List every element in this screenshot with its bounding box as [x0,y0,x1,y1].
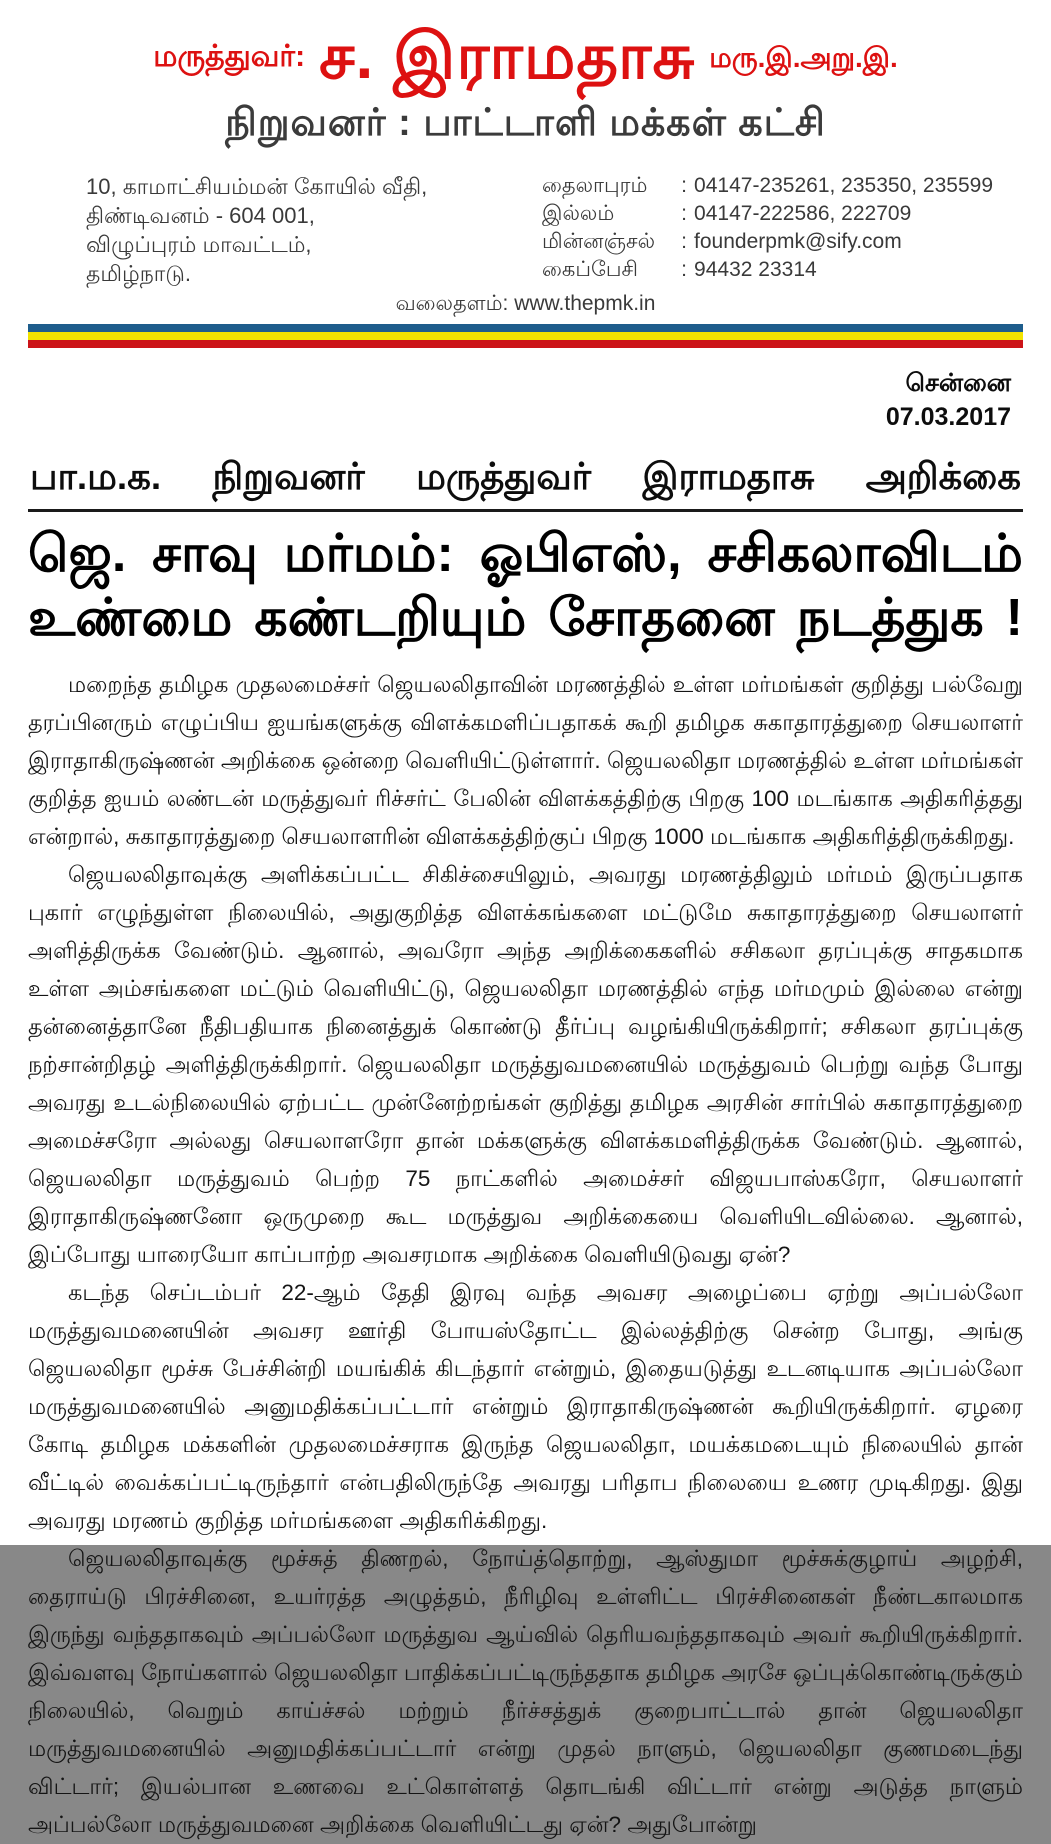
body-paragraph: கடந்த செப்டம்பர் 22-ஆம் தேதி இரவு வந்த அவசர அழைப்பை ஏற்று அப்பல்லோ மருத்துவமனையின் அவசர ஊர்தி போயஸ்தோட்ட இல்லத்திற்கு சென்ற போது, அங்கு ஜெயலலிதா மூச்சு பேச்சின்றி மயங்கிக் கிடந்தார் என்றும், இதையடுத்து உடனடியாக அப்பல்லோ மருத்துவமனையில் அனுமதிக்கப்பட்டார் என்றும் இராதாகிருஷ்ணன் கூறியிருக்கிறார். ஏழரை கோடி தமிழக மக்களின் முதலமைச்சராக இருந்த ஜெயலலிதா, மயக்கமடையும் நிலையில் தான் வீட்டில் வைக்கப்பட்டிருந்தார் என்பதிலிருந்தே அவரது பரிதாப நிலையை உணர முடிகிறது. இது அவரது மரணம் குறித்த மர்மங்களை அதிகரிக்கிறது. [28,1280,1023,1533]
info-row [28,172,1023,288]
party-tricolor-bar [28,324,1023,348]
contact-label: மின்னஞ்சல் [542,230,656,253]
contact-colon: : [681,174,687,197]
contact-colon: : [681,258,687,281]
contact-row [542,200,993,228]
contact-value: 94432 23314 [694,258,817,281]
contact-colon: : [681,230,687,253]
headline-line-2: உண்மை கண்டறியும் சோதனை நடத்துக ! [28,589,1023,647]
dateline [28,366,1011,434]
address-line: தமிழ்நாடு. [86,261,192,286]
contact-block [542,172,993,288]
contact-row [542,228,993,256]
doctor-title-prefix: மருத்துவர்: [153,40,306,73]
contact-value: 04147-222586, 222709 [694,202,912,225]
contact-row [542,172,993,200]
body-paragraph: ஜெயலலிதாவுக்கு அளிக்கப்பட்ட சிகிச்சையிலும், அவரது மரணத்திலும் மர்மம் இருப்பதாக புகார் எழுந்துள்ள நிலையில், அதுகுறித்த விளக்கங்களை மட்டுமே சுகாதாரத்துறை செயலாளர் அளித்திருக்க வேண்டும். ஆனால், அவரோ அந்த அறிக்கைகளில் சசிகலா தரப்புக்கு சாதகமாக உள்ள அம்சங்களை மட்டும் வெளியிட்டு, ஜெயலலிதா மரணத்தில் எந்த மர்மமும் இல்லை என்று தன்னைத்தானே நீதிபதியாக நினைத்துக் கொண்டு தீர்ப்பு வழங்கியிருக்கிறார்; சசிகலா தரப்புக்கு நற்சான்றிதழ் அளித்திருக்கிறார். ஜெயலலிதா மருத்துவமனையில் மருத்துவம் பெற்று வந்த போது அவரது உடல்நிலையில் ஏற்பட்ட முன்னேற்றங்கள் குறித்து தமிழக அரசின் சார்பில் சுகாதாரத்துறை அமைச்சரோ அல்லது செயலாளரோ தான் மக்களுக்கு விளக்கமளித்திருக்க வேண்டும். ஆனால், ஜெயலலிதா மருத்துவம் பெற்ற 75 நாட்களில் அமைச்சர் விஜயபாஸ்கரோ, செயலாளர் இராதாகிருஷ்ணனோ ஒருமுறை கூட மருத்துவ அறிக்கையை வெளியிடவில்லை. ஆனால், இப்போது யாரையோ காப்பாற்ற அவசரமாக அறிக்கை வெளியிடுவது ஏன்? [28,862,1023,1267]
dateline-place: சென்னை [905,369,1011,397]
contact-label: இல்லம் [542,202,615,225]
stripe-yellow [28,332,1023,340]
contact-value: founderpmk@sify.com [694,230,902,253]
founder-name: ச. இராமதாசு [319,20,696,92]
letterhead [28,20,1023,92]
kicker-heading: பா.ம.க. நிறுவனர் மருத்துவர் இராமதாசு அறிக்கை [28,456,1023,512]
address-block [86,172,427,288]
website-url: www.thepmk.in [514,292,656,315]
stripe-blue [28,324,1023,332]
party-founder-line: நிறுவனர் : பாட்டாளி மக்கள் கட்சி [225,102,826,144]
address-line: விழுப்புரம் மாவட்டம், [86,232,312,257]
contact-row [542,256,993,284]
contact-value: 04147-235261, 235350, 235599 [694,174,993,197]
body-paragraph: ஜெயலலிதாவுக்கு மூச்சுத் திணறல், நோய்த்தொற்று, ஆஸ்துமா மூச்சுக்குழாய் அழற்சி, தைராய்டு பிரச்சினை, உயர்ரத்த அழுத்தம், நீரிழிவு உள்ளிட்ட பிரச்சினைகள் நீண்டகாலமாக இருந்து வந்ததாகவும் அப்பல்லோ மருத்துவ ஆய்வில் தெரியவந்ததாகவும் அவர் கூறியிருக்கிறார். இவ்வளவு நோய்களால் ஜெயலலிதா பாதிக்கப்பட்டிருந்ததாக தமிழக அரசே ஒப்புக்கொண்டிருக்கும் நிலையில், வெறும் காய்ச்சல் மற்றும் நீர்ச்சத்துக் குறைபாட்டால் தான் ஜெயலலிதா மருத்துவமனையில் அனுமதிக்கப்பட்டார் என்று முதல் நாளும், ஜெயலலிதா குணமடைந்து விட்டார்; இயல்பான உணவை உட்கொள்ளத் தொடங்கி விட்டார் என்று அடுத்த நாளும் அப்பல்லோ மருத்துவமனை அறிக்கை வெளியிட்டது ஏன்? அதுபோன்று [28,1546,1023,1837]
contact-label: கைப்பேசி [542,258,638,281]
website-line [28,292,1023,318]
contact-label: தைலாபுரம் [542,174,648,197]
body-copy [28,666,1023,1844]
address-line: திண்டிவனம் - 604 001, [86,203,315,228]
website-label: வலைதளம்: [395,292,509,315]
address-line: 10, காமாட்சியம்மன் கோயில் வீதி, [86,174,428,199]
stripe-red [28,340,1023,348]
main-headline [28,522,1023,650]
medical-credentials: மரு.இ.அறு.இ. [709,42,898,73]
body-paragraph: மறைந்த தமிழக முதலமைச்சர் ஜெயலலிதாவின் மரணத்தில் உள்ள மர்மங்கள் குறித்து பல்வேறு தரப்பினரும் எழுப்பிய ஐயங்களுக்கு விளக்கமளிப்பதாகக் கூறி தமிழக சுகாதாரத்துறை செயலாளர் இராதாகிருஷ்ணன் அறிக்கை ஒன்றை வெளியிட்டுள்ளார். ஜெயலலிதா மரணத்தில் உள்ள மர்மங்கள் குறித்த ஐயம் லண்டன் மருத்துவர் ரிச்சர்ட் பேலின் விளக்கத்திற்கு பிறகு 100 மடங்காக அதிகரித்தது என்றால், சுகாதாரத்துறை செயலாளரின் விளக்கத்திற்குப் பிறகு 1000 மடங்காக அதிகரித்திருக்கிறது. [28,672,1023,849]
headline-line-1: ஜெ. சாவு மர்மம்: ஓபிஎஸ், சசிகலாவிடம் [28,525,1023,583]
dateline-date: 07.03.2017 [885,403,1011,431]
contact-colon: : [681,202,687,225]
